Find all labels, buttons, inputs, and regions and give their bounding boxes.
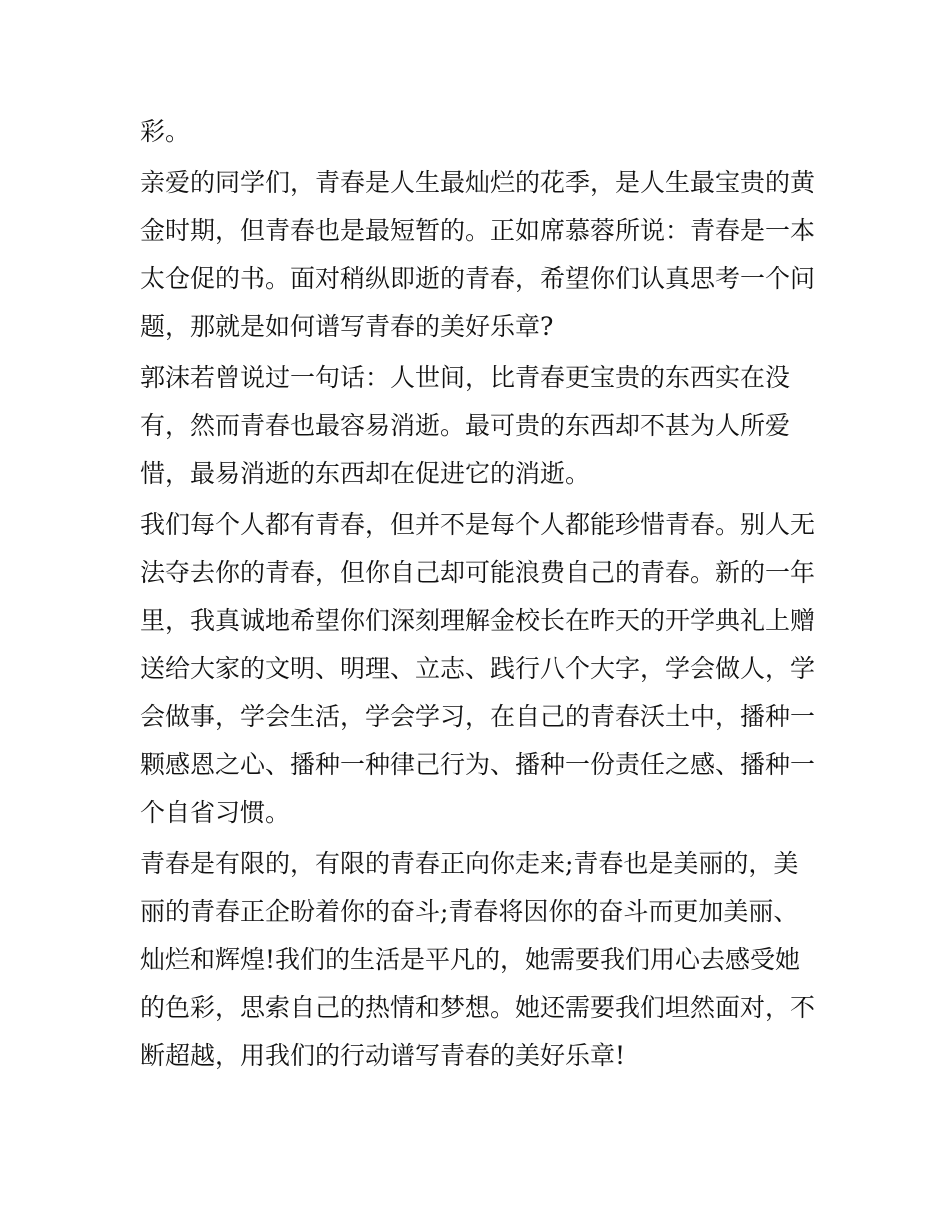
text-line: 里，我真诚地希望你们深刻理解金校长在昨天的开学典礼上赠 [140,606,816,635]
paragraph-2 [140,159,820,351]
text-line: 青春是有限的，有限的青春正向你走来;青春也是美丽的，美 [140,849,799,878]
text-line: 彩。 [140,117,191,146]
text-line: 惜，最易消逝的东西却在促进它的消逝。 [140,459,591,488]
text-line: 亲爱的同学们，青春是人生最灿烂的花季，是人生最宝贵的黄 [140,168,816,197]
text-line: 我们每个人都有青春，但并不是每个人都能珍惜青春。别人无 [140,510,816,539]
paragraph-3 [140,354,820,498]
text-line: 丽的青春正企盼着你的奋斗;青春将因你的奋斗而更加美丽、 [140,897,799,926]
text-line: 郭沫若曾说过一句话：人世间，比青春更宝贵的东西实在没 [140,363,791,392]
paragraph-1 [140,108,820,156]
text-line: 会做事，学会生活，学会学习，在自己的青春沃土中，播种一 [140,702,816,731]
text-line: 法夺去你的青春，但你自己却可能浪费自己的青春。新的一年 [140,558,816,587]
text-line: 灿烂和辉煌!我们的生活是平凡的，她需要我们用心去感受她 [140,945,801,974]
document-page [140,108,820,1080]
paragraph-5 [140,840,820,1080]
text-line: 颗感恩之心、播种一种律己行为、播种一份责任之感、播种一 [140,750,816,779]
text-line: 题，那就是如何谱写青春的美好乐章? [140,312,554,341]
text-line: 送给大家的文明、明理、立志、践行八个大字，学会做人，学 [140,654,816,683]
text-line: 金时期，但青春也是最短暂的。正如席慕蓉所说：青春是一本 [140,216,816,245]
text-line: 个自省习惯。 [140,798,291,827]
text-line: 有，然而青春也最容易消逝。最可贵的东西却不甚为人所爱 [140,411,791,440]
text-line: 断超越，用我们的行动谱写青春的美好乐章! [140,1041,626,1070]
text-line: 的色彩，思索自己的热情和梦想。她还需要我们坦然面对，不 [140,993,816,1022]
paragraph-4 [140,501,820,837]
text-line: 太仓促的书。面对稍纵即逝的青春，希望你们认真思考一个问 [140,264,816,293]
